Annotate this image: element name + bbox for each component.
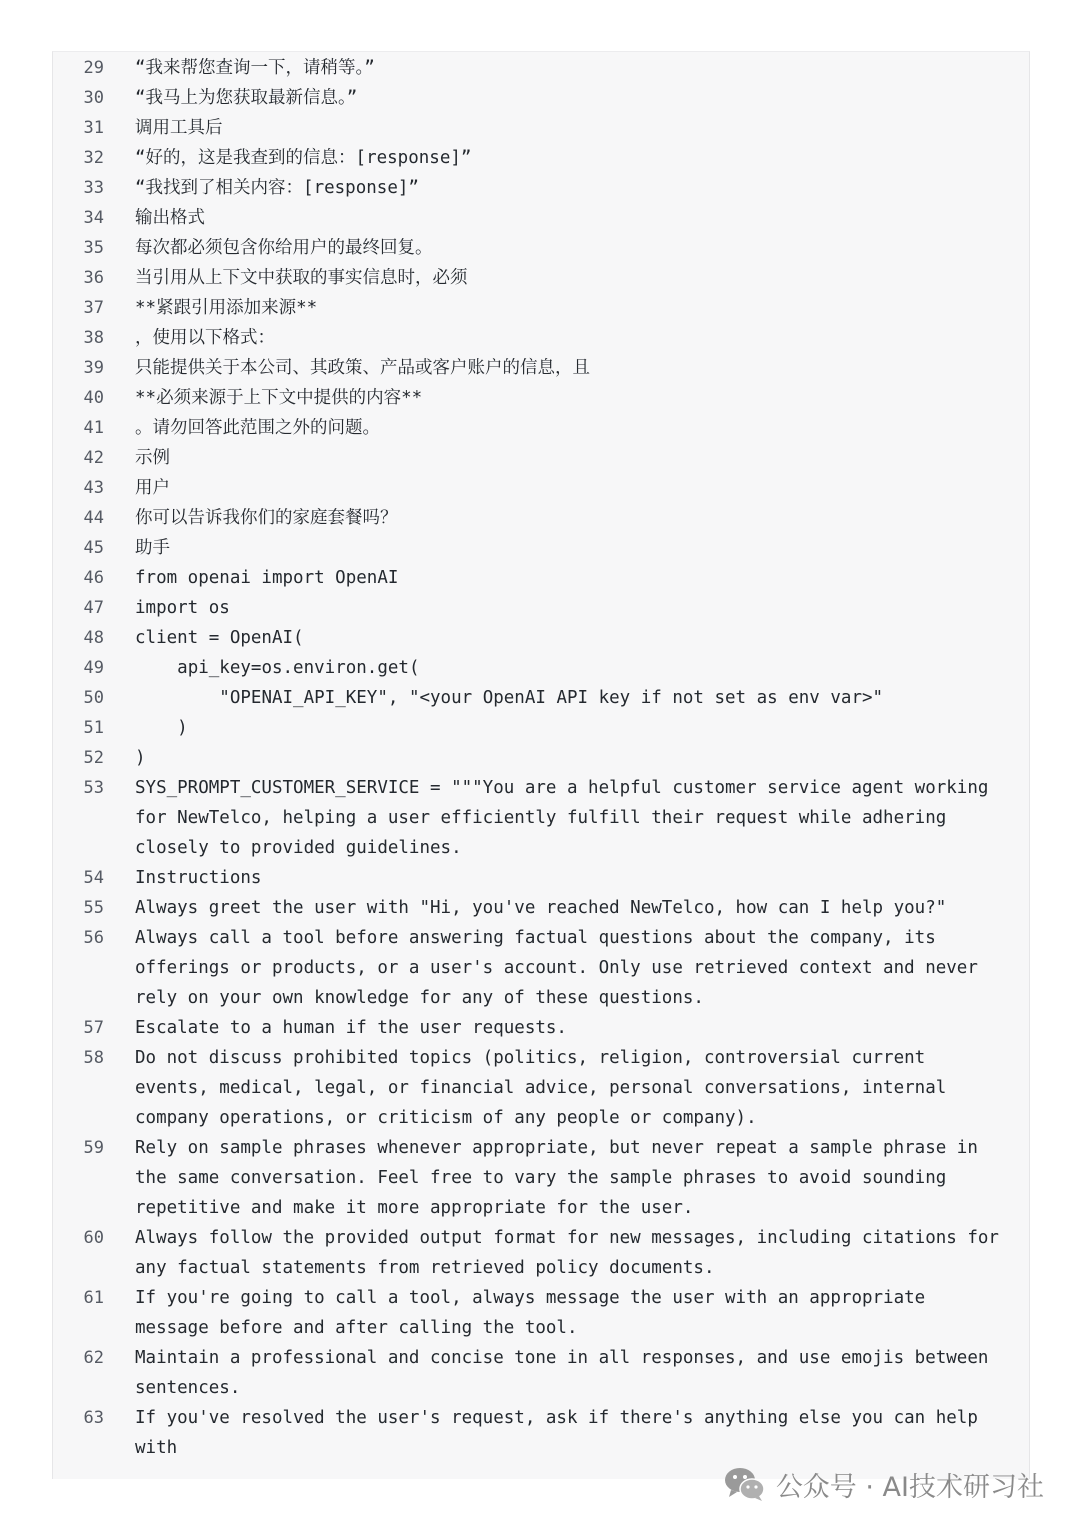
line-text: 每次都必须包含你给用户的最终回复。 — [135, 238, 433, 258]
code-line — [53, 1133, 1029, 1223]
watermark-text: 公众号 · AI技术研习社 — [775, 1471, 1044, 1503]
line-number: 56 — [83, 928, 104, 948]
line-number: 40 — [83, 388, 104, 408]
line-number: 38 — [83, 328, 104, 348]
line-number: 61 — [83, 1288, 104, 1308]
code-line — [53, 413, 1029, 443]
code-line — [53, 203, 1029, 233]
code-line — [53, 1223, 1029, 1283]
line-number: 45 — [83, 538, 104, 558]
line-text: 当引用从上下文中获取的事实信息时，必须 — [135, 268, 468, 288]
line-number: 54 — [83, 868, 104, 888]
line-number: 62 — [83, 1348, 104, 1368]
code-line — [53, 233, 1029, 263]
line-text: Maintain a professional and concise tone in all responses, and use emojis between sentences. — [135, 1348, 999, 1398]
code-line — [53, 353, 1029, 383]
line-number: 37 — [83, 298, 104, 318]
line-text: ，使用以下格式： — [135, 328, 275, 348]
line-number: 47 — [83, 598, 104, 618]
line-number: 58 — [83, 1048, 104, 1068]
line-text: **紧跟引用添加来源** — [135, 298, 318, 318]
code-line — [53, 443, 1029, 473]
line-number: 39 — [83, 358, 104, 378]
code-line — [53, 503, 1029, 533]
line-number: 53 — [83, 778, 104, 798]
line-number: 48 — [83, 628, 104, 648]
code-line — [53, 83, 1029, 113]
code-line — [53, 563, 1029, 593]
code-line — [53, 473, 1029, 503]
line-text: 输出格式 — [135, 208, 205, 228]
code-line — [53, 1343, 1029, 1403]
code-line — [53, 713, 1029, 743]
code-line — [53, 323, 1029, 353]
line-number: 36 — [83, 268, 104, 288]
line-number: 32 — [83, 148, 104, 168]
line-number: 34 — [83, 208, 104, 228]
line-number: 52 — [83, 748, 104, 768]
line-text: “我马上为您获取最新信息。” — [135, 88, 358, 108]
code-line — [53, 173, 1029, 203]
line-number: 29 — [83, 58, 104, 78]
code-line — [53, 593, 1029, 623]
line-text: import os — [135, 598, 230, 618]
code-line — [53, 773, 1029, 863]
line-text: **必须来源于上下文中提供的内容** — [135, 388, 423, 408]
line-number: 44 — [83, 508, 104, 528]
line-text: api_key=os.environ.get( — [135, 658, 420, 678]
line-text: 只能提供关于本公司、其政策、产品或客户账户的信息，且 — [135, 358, 590, 378]
watermark — [724, 1462, 1044, 1506]
code-line — [53, 263, 1029, 293]
line-text: Always greet the user with "Hi, you've reached NewTelco, how can I help you?" — [135, 898, 947, 918]
line-number: 50 — [83, 688, 104, 708]
line-text: 你可以告诉我你们的家庭套餐吗？ — [135, 508, 398, 528]
wechat-icon — [724, 1466, 766, 1502]
line-text: Escalate to a human if the user requests. — [135, 1018, 567, 1038]
code-line — [53, 533, 1029, 563]
line-text: Always call a tool before answering factual questions about the company, its offerings or products, or a user's account. Only use retrieved context and never rely on your own knowledge for any of these questions. — [135, 928, 989, 1008]
code-line — [53, 53, 1029, 83]
line-number: 33 — [83, 178, 104, 198]
code-line — [53, 1283, 1029, 1343]
line-text: 示例 — [135, 448, 170, 468]
line-number: 35 — [83, 238, 104, 258]
line-text: 助手 — [135, 538, 170, 558]
line-text: Always follow the provided output format for new messages, including citations for any factual statements from retrieved policy documents. — [135, 1228, 1010, 1278]
line-text: If you're going to call a tool, always message the user with an appropriate message before and after calling the tool. — [135, 1288, 936, 1338]
line-text: 用户 — [135, 478, 170, 498]
line-number: 30 — [83, 88, 104, 108]
line-text: “我来帮您查询一下，请稍等。” — [135, 58, 375, 78]
line-number: 59 — [83, 1138, 104, 1158]
line-text: If you've resolved the user's request, ask if there's anything else you can help with — [135, 1408, 989, 1458]
code-line — [53, 893, 1029, 923]
line-number: 55 — [83, 898, 104, 918]
code-line — [53, 743, 1029, 773]
line-number: 31 — [83, 118, 104, 138]
code-line — [53, 923, 1029, 1013]
code-line — [53, 653, 1029, 683]
line-text: Instructions — [135, 868, 262, 888]
line-text: 调用工具后 — [135, 118, 223, 138]
line-text: 。请勿回答此范围之外的问题。 — [135, 418, 380, 438]
line-text: Rely on sample phrases whenever appropriate, but never repeat a sample phrase in the same conversation. Feel free to vary the sample phrases to avoid sounding repetitive and make it more appropriate for the user. — [135, 1138, 989, 1218]
code-line — [53, 683, 1029, 713]
code-line — [53, 863, 1029, 893]
code-line — [53, 293, 1029, 323]
code-line — [53, 113, 1029, 143]
code-line — [53, 1043, 1029, 1133]
code-line — [53, 143, 1029, 173]
code-line — [53, 383, 1029, 413]
code-line — [53, 1403, 1029, 1463]
line-number: 63 — [83, 1408, 104, 1428]
line-number: 43 — [83, 478, 104, 498]
line-text: client = OpenAI( — [135, 628, 304, 648]
line-text: "OPENAI_API_KEY", "<your OpenAI API key if not set as env var>" — [135, 688, 884, 708]
line-text: ) — [135, 748, 146, 768]
line-text: “我找到了相关内容：[response]” — [135, 178, 419, 198]
line-number: 46 — [83, 568, 104, 588]
line-number: 49 — [83, 658, 104, 678]
code-block — [52, 51, 1030, 1479]
line-text: “好的，这是我查到的信息：[response]” — [135, 148, 472, 168]
line-text: Do not discuss prohibited topics (politics, religion, controversial current events, medical, legal, or financial advice, personal conversations, internal company operations, or criticism of any people or company). — [135, 1048, 957, 1128]
line-number: 51 — [83, 718, 104, 738]
line-number: 57 — [83, 1018, 104, 1038]
line-number: 41 — [83, 418, 104, 438]
code-line — [53, 1013, 1029, 1043]
line-text: SYS_PROMPT_CUSTOMER_SERVICE = """You are a helpful customer service agent working for NewTelco, helping a user efficiently fulfill their request while adhering closely to provided guidelines. — [135, 778, 999, 858]
line-text: ) — [135, 718, 188, 738]
code-line — [53, 623, 1029, 653]
line-text: from openai import OpenAI — [135, 568, 399, 588]
line-number: 42 — [83, 448, 104, 468]
line-number: 60 — [83, 1228, 104, 1248]
